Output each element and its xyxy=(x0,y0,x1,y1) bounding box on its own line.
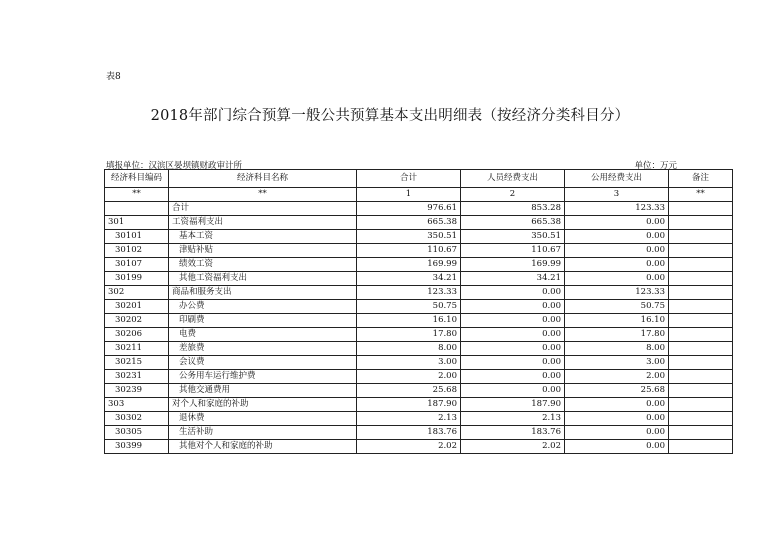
cell-name: 其他对个人和家庭的补助 xyxy=(169,440,357,454)
table-row xyxy=(105,300,733,314)
cell-note xyxy=(669,202,733,216)
cell-code: 30102 xyxy=(105,244,169,258)
column-index-note: ** xyxy=(669,188,733,202)
cell-personnel: 34.21 xyxy=(461,272,565,286)
cell-public: 25.68 xyxy=(565,384,669,398)
cell-public: 0.00 xyxy=(565,412,669,426)
cell-note xyxy=(669,272,733,286)
cell-public: 0.00 xyxy=(565,258,669,272)
cell-code: 30101 xyxy=(105,230,169,244)
table-row xyxy=(105,412,733,426)
table-row xyxy=(105,244,733,258)
table-body xyxy=(105,202,733,454)
column-index-public: 3 xyxy=(565,188,669,202)
cell-note xyxy=(669,230,733,244)
cell-total: 350.51 xyxy=(357,230,461,244)
cell-total: 2.00 xyxy=(357,370,461,384)
cell-personnel: 0.00 xyxy=(461,328,565,342)
cell-total: 976.61 xyxy=(357,202,461,216)
cell-name: 电费 xyxy=(169,328,357,342)
cell-total: 2.02 xyxy=(357,440,461,454)
cell-personnel: 853.28 xyxy=(461,202,565,216)
table-row xyxy=(105,398,733,412)
cell-note xyxy=(669,216,733,230)
cell-name: 会议费 xyxy=(169,356,357,370)
cell-note xyxy=(669,426,733,440)
cell-total: 123.33 xyxy=(357,286,461,300)
cell-name: 其他工资福利支出 xyxy=(169,272,357,286)
cell-note xyxy=(669,286,733,300)
reporting-unit: 填报单位：汉滨区晏坝镇财政审计所 xyxy=(106,161,243,171)
cell-code: 30231 xyxy=(105,370,169,384)
cell-note xyxy=(669,398,733,412)
cell-name: 合计 xyxy=(169,202,357,216)
cell-total: 183.76 xyxy=(357,426,461,440)
cell-name: 商品和服务支出 xyxy=(169,286,357,300)
cell-code: 30239 xyxy=(105,384,169,398)
cell-name: 印刷费 xyxy=(169,314,357,328)
cell-personnel: 2.02 xyxy=(461,440,565,454)
cell-name: 绩效工资 xyxy=(169,258,357,272)
cell-name: 退休费 xyxy=(169,412,357,426)
cell-personnel: 183.76 xyxy=(461,426,565,440)
cell-note xyxy=(669,384,733,398)
cell-name: 生活补助 xyxy=(169,426,357,440)
cell-public: 50.75 xyxy=(565,300,669,314)
cell-personnel: 665.38 xyxy=(461,216,565,230)
table-row xyxy=(105,384,733,398)
cell-personnel: 2.13 xyxy=(461,412,565,426)
cell-total: 665.38 xyxy=(357,216,461,230)
table-row xyxy=(105,230,733,244)
cell-total: 187.90 xyxy=(357,398,461,412)
table-row xyxy=(105,370,733,384)
cell-public: 123.33 xyxy=(565,202,669,216)
column-header-personnel: 人员经费支出 xyxy=(461,170,565,188)
cell-name: 其他交通费用 xyxy=(169,384,357,398)
cell-note xyxy=(669,314,733,328)
cell-total: 34.21 xyxy=(357,272,461,286)
cell-total: 16.10 xyxy=(357,314,461,328)
cell-code: 30199 xyxy=(105,272,169,286)
cell-personnel: 0.00 xyxy=(461,286,565,300)
cell-public: 123.33 xyxy=(565,286,669,300)
cell-public: 0.00 xyxy=(565,398,669,412)
cell-note xyxy=(669,258,733,272)
cell-personnel: 187.90 xyxy=(461,398,565,412)
cell-total: 110.67 xyxy=(357,244,461,258)
cell-public: 16.10 xyxy=(565,314,669,328)
cell-total: 25.68 xyxy=(357,384,461,398)
cell-note xyxy=(669,342,733,356)
cell-note xyxy=(669,356,733,370)
column-index-row xyxy=(105,188,733,202)
page-title: 2018年部门综合预算一般公共预算基本支出明细表（按经济分类科目分） xyxy=(150,108,630,124)
cell-note xyxy=(669,328,733,342)
table-row xyxy=(105,356,733,370)
cell-total: 50.75 xyxy=(357,300,461,314)
column-index-total: 1 xyxy=(357,188,461,202)
cell-personnel: 0.00 xyxy=(461,314,565,328)
cell-personnel: 0.00 xyxy=(461,300,565,314)
cell-personnel: 0.00 xyxy=(461,342,565,356)
cell-total: 17.80 xyxy=(357,328,461,342)
cell-public: 17.80 xyxy=(565,328,669,342)
table-row xyxy=(105,272,733,286)
cell-name: 公务用车运行维护费 xyxy=(169,370,357,384)
cell-total: 2.13 xyxy=(357,412,461,426)
cell-note xyxy=(669,370,733,384)
currency-unit: 单位：万元 xyxy=(634,161,677,171)
column-header-total: 合计 xyxy=(357,170,461,188)
table-row xyxy=(105,342,733,356)
column-header-note: 备注 xyxy=(669,170,733,188)
budget-table xyxy=(104,169,733,454)
cell-code: 302 xyxy=(105,286,169,300)
cell-code: 30215 xyxy=(105,356,169,370)
cell-public: 8.00 xyxy=(565,342,669,356)
cell-name: 差旅费 xyxy=(169,342,357,356)
cell-code: 30107 xyxy=(105,258,169,272)
cell-public: 0.00 xyxy=(565,244,669,258)
column-header-public: 公用经费支出 xyxy=(565,170,669,188)
table-row xyxy=(105,328,733,342)
cell-note xyxy=(669,244,733,258)
cell-code: 30399 xyxy=(105,440,169,454)
column-index-personnel: 2 xyxy=(461,188,565,202)
cell-code: 30305 xyxy=(105,426,169,440)
cell-personnel: 0.00 xyxy=(461,384,565,398)
column-header-row xyxy=(105,170,733,188)
cell-public: 2.00 xyxy=(565,370,669,384)
column-header-code: 经济科目编码 xyxy=(105,170,169,188)
table-row xyxy=(105,286,733,300)
cell-public: 0.00 xyxy=(565,216,669,230)
table-row xyxy=(105,202,733,216)
cell-code: 30302 xyxy=(105,412,169,426)
table-row xyxy=(105,216,733,230)
cell-name: 津贴补贴 xyxy=(169,244,357,258)
cell-public: 0.00 xyxy=(565,230,669,244)
table-number: 表8 xyxy=(106,72,121,82)
table-row xyxy=(105,426,733,440)
cell-name: 工资福利支出 xyxy=(169,216,357,230)
cell-name: 对个人和家庭的补助 xyxy=(169,398,357,412)
cell-code: 30211 xyxy=(105,342,169,356)
cell-code: 303 xyxy=(105,398,169,412)
cell-code: 30206 xyxy=(105,328,169,342)
cell-code: 301 xyxy=(105,216,169,230)
table-row xyxy=(105,258,733,272)
cell-total: 3.00 xyxy=(357,356,461,370)
column-header-name: 经济科目名称 xyxy=(169,170,357,188)
cell-public: 3.00 xyxy=(565,356,669,370)
table-row xyxy=(105,314,733,328)
cell-name: 办公费 xyxy=(169,300,357,314)
cell-total: 8.00 xyxy=(357,342,461,356)
cell-public: 0.00 xyxy=(565,426,669,440)
cell-personnel: 0.00 xyxy=(461,356,565,370)
cell-public: 0.00 xyxy=(565,440,669,454)
cell-code: 30202 xyxy=(105,314,169,328)
cell-name: 基本工资 xyxy=(169,230,357,244)
cell-code xyxy=(105,202,169,216)
cell-personnel: 110.67 xyxy=(461,244,565,258)
cell-note xyxy=(669,412,733,426)
table-row xyxy=(105,440,733,454)
cell-personnel: 0.00 xyxy=(461,370,565,384)
column-index-code: ** xyxy=(105,188,169,202)
cell-personnel: 169.99 xyxy=(461,258,565,272)
cell-personnel: 350.51 xyxy=(461,230,565,244)
column-index-name: ** xyxy=(169,188,357,202)
cell-public: 0.00 xyxy=(565,272,669,286)
cell-code: 30201 xyxy=(105,300,169,314)
cell-note xyxy=(669,440,733,454)
cell-note xyxy=(669,300,733,314)
cell-total: 169.99 xyxy=(357,258,461,272)
